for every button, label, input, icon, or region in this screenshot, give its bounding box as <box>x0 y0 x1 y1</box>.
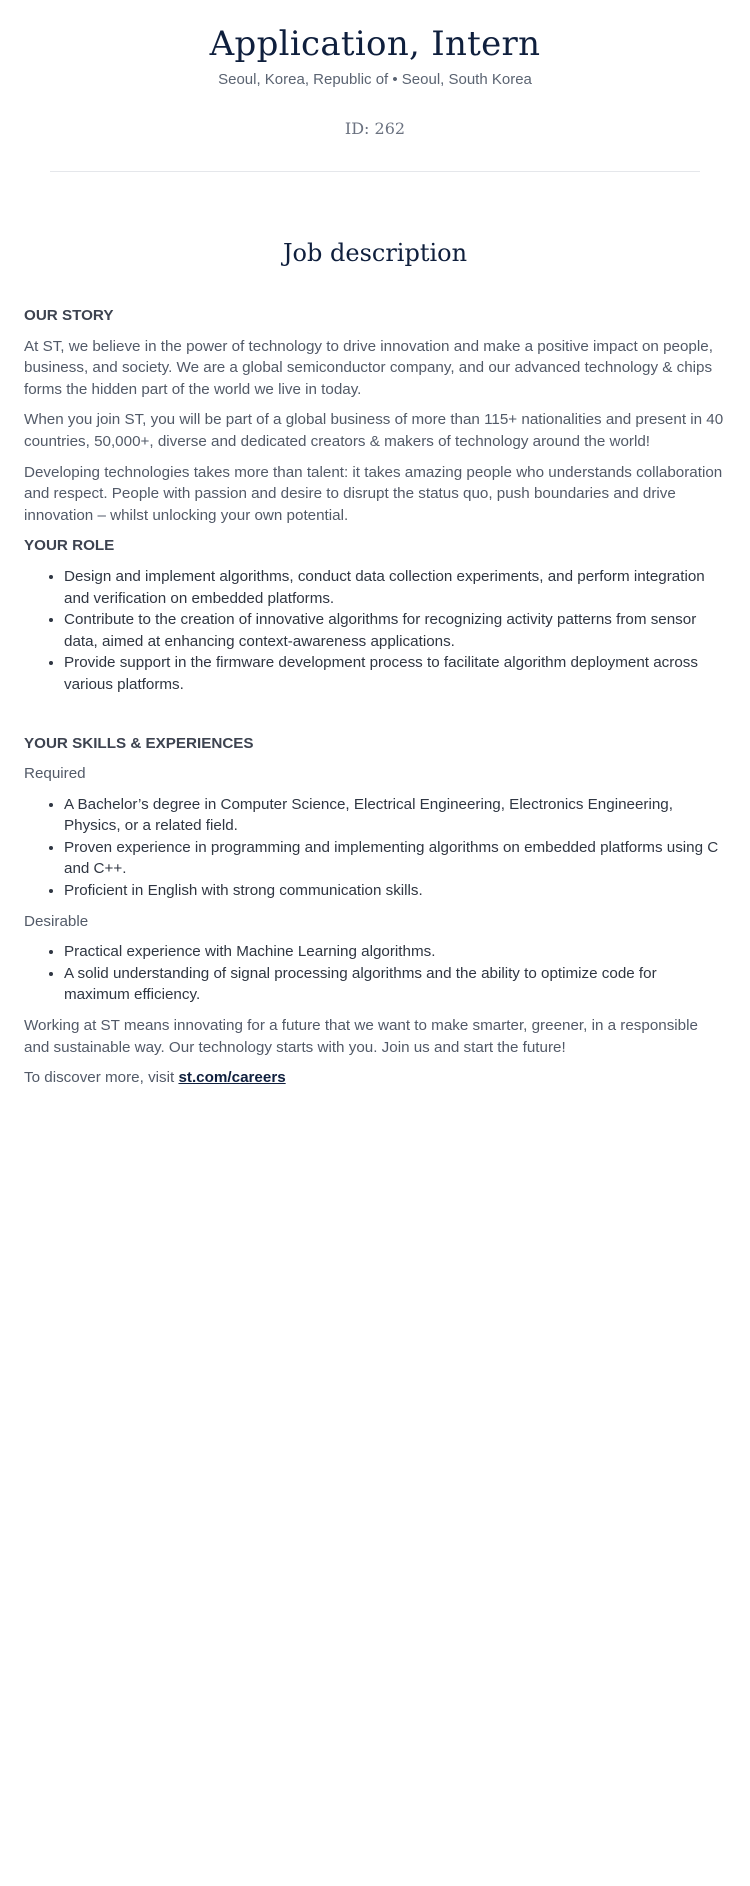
discover-more <box>24 1067 726 1089</box>
our-story-paragraph-2: When you join ST, you will be part of a global business of more than 115+ nationalities and present in 40 countries, 50,000+, diverse and dedicated creators & makers of technology around the world! <box>24 411 724 450</box>
job-id: ID: 262 <box>344 119 406 138</box>
skills-heading: YOUR SKILLS & EXPERIENCES <box>24 734 254 752</box>
desirable-list <box>24 941 726 1006</box>
desirable-label: Desirable <box>24 912 89 930</box>
closing-paragraph: Working at ST means innovating for a future that we want to make smarter, greener, in a responsible and sustainable way. Our technology starts with you. Join us and start the future! <box>24 1017 698 1056</box>
required-list <box>24 794 726 902</box>
careers-link[interactable]: st.com/careers <box>178 1069 286 1087</box>
list-item: • Contribute to the creation of innovative algorithms for recognizing activity patterns from sensor data, aimed at enhancing context-awareness applications. <box>64 609 726 652</box>
list-item: • Proficient in English with strong communication skills. <box>64 880 726 902</box>
list-item: • A Bachelor’s degree in Computer Science, Electrical Engineering, Electronics Engineering, Physics, or a related field. <box>64 794 726 837</box>
our-story-paragraph-3: Developing technologies takes more than talent: it takes amazing people who understands collaboration and respect. People with passion and desire to disrupt the status quo, push boundaries and drive innovation – whilst unlocking your own potential. <box>24 463 723 524</box>
required-label: Required <box>24 765 86 783</box>
list-item: • A solid understanding of signal processing algorithms and the ability to optimize code for maximum efficiency. <box>64 963 726 1006</box>
job-header <box>24 0 726 140</box>
your-role-heading: YOUR ROLE <box>24 537 115 555</box>
discover-prefix: To discover more, visit <box>24 1069 179 1087</box>
our-story-paragraph-1: At ST, we believe in the power of technology to drive innovation and make a positive impact on people, business, and society. We are a global semiconductor company, and our advanced technology & chips forms the hidden part of the world we live in today. <box>24 337 713 398</box>
list-item: • Design and implement algorithms, conduct data collection experiments, and perform integration and verification on embedded platforms. <box>64 566 726 609</box>
list-item: • Proven experience in programming and implementing algorithms on embedded platforms using C and C++. <box>64 837 726 880</box>
list-item: • Practical experience with Machine Learning algorithms. <box>64 941 726 963</box>
header-divider <box>50 171 700 172</box>
job-title: Application, Intern <box>209 24 541 64</box>
section-title: Job description <box>282 239 468 267</box>
list-item: • Provide support in the firmware development process to facilitate algorithm deployment across various platforms. <box>64 652 726 695</box>
job-description-content <box>24 305 726 1089</box>
job-location: Seoul, Korea, Republic of • Seoul, South Korea <box>218 71 532 88</box>
our-story-heading: OUR STORY <box>24 307 114 324</box>
your-role-list <box>24 566 726 696</box>
